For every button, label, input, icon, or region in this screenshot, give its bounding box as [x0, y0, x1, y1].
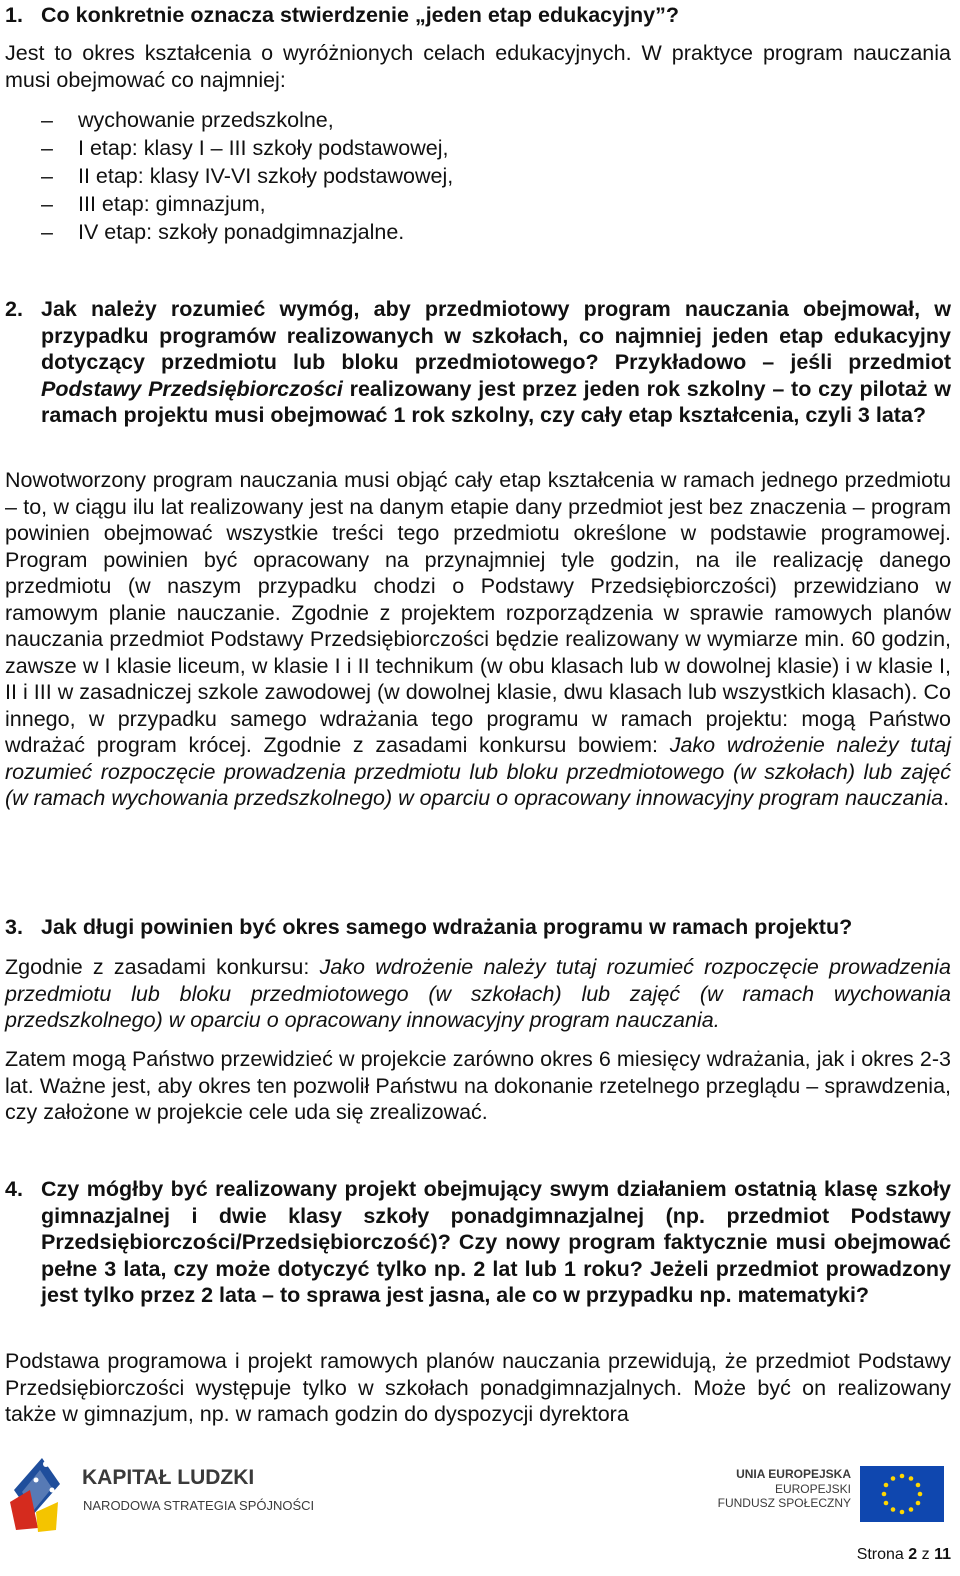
dash-bullet: – [41, 136, 53, 160]
kl-subtitle: NARODOWA STRATEGIA SPÓJNOŚCI [83, 1498, 315, 1513]
question-4 [5, 1176, 951, 1309]
eu-line-3: FUNDUSZ SPOŁECZNY [717, 1496, 851, 1510]
q4-answer: Podstawa programowa i projekt ramowych planów nauczania przewidują, że przedmiot Podstawy Przedsiębiorczości występuje tylko w szkołach ponadgimnazjalnych. Może być on realizowany także w gimnazjum, np. w ramach godzin do dyspozycji dyrektora [5, 1349, 951, 1426]
footer [0, 1440, 960, 1540]
eu-line-2: EUROPEJSKI [774, 1482, 851, 1496]
list-item: – wychowanie przedszkolne, [5, 106, 951, 134]
question-title: Czy mógłby być realizowany projekt obejmujący swym działaniem ostatnią klasę szkoły gimnazjalnej i dwie klasy szkoły ponadgimnazjalnej (np. przedmiot Podstawy Przedsiębiorczości/Przedsiębiorczość)? Czy nowy program faktycznie musi obejmować pełne 3 lata, czy może dotyczyć tylko np. 2 lat lub 1 roku? Jeżeli przedmiot prowadzony jest tylko przez 2 lata – to sprawa jest jasna, ale co w przypadku np. matematyki? [41, 1177, 951, 1307]
question-title: Co konkretnie oznacza stwierdzenie „jeden etap edukacyjny”? [41, 3, 680, 27]
q3-paragraph-1: Zgodnie z zasadami konkursu: Jako wdrożenie należy tutaj rozumieć rozpoczęcie prowadzenia przedmiotu lub bloku przedmiotowego (w szkołach) lub zajęć (w ramach wychowania przedszkolnego) w oparciu o opracowany innowacyjny program nauczania. [5, 955, 951, 1032]
page-number: Strona 2 z 11 [856, 1546, 951, 1563]
q2-answer: Nowotworzony program nauczania musi objąć cały etap kształcenia w ramach jednego przedmiotu – to, w ciągu ilu lat realizowany jest na danym etapie dany przedmiot jest bez znaczenia – program powinien obejmować wszystkie treści tego przedmiotu określone w podstawie programowej. Program powinien być opracowany na przynajmniej tyle godzin, na ile realizację danego przedmiotu (w naszym przypadku chodzi o Podstawy Przedsiębiorczości) przewidziano w ramowym planie nauczanie. Zgodnie z projektem rozporządzenia w sprawie ramowych planów nauczania przedmiot Podstawy Przedsiębiorczości będzie realizowany w wymiarze min. 60 godzin, zawsze w I klasie liceum, w klasie I i II technikum (w obu klasach lub w dowolnej klasie) i w klasie I, II i III w zasadniczej szkole zawodowej (w dowolnej klasie, dwu klasach lub wszystkich klasach). Co innego, w przypadku samego wdrażania tego programu w ramach projektu: mogą Państwo wdrażać program krócej. Zgodnie z zasadami konkursu bowiem: Jako wdrożenie należy tutaj rozumieć rozpoczęcie prowadzenia przedmiotu lub bloku przedmiotowego (w szkołach) lub zajęć (w ramach wychowania przedszkolnego) w oparciu o opracowany innowacyjny program nauczania. [5, 468, 951, 810]
question-number: 2. [5, 297, 23, 321]
dash-bullet: – [41, 164, 53, 188]
kl-title: KAPITAŁ LUDZKI [82, 1466, 255, 1489]
footer-logos [0, 1440, 960, 1540]
question-3 [5, 914, 951, 941]
eu-efs-logo [718, 1466, 944, 1522]
q3-paragraph-2: Zatem mogą Państwo przewidzieć w projekcie zarówno okres 6 miesięcy wdrażania, jak i okres 2-3 lat. Ważne jest, aby okres ten pozwolił Państwu na dokonanie rzetelnego przeglądu – sprawdzenia, czy założone w projekcie cele uda się zrealizować. [5, 1047, 951, 1124]
q1-intro: Jest to okres kształcenia o wyróżnionych celach edukacyjnych. W praktyce program nauczania musi obejmować co najmniej: [5, 41, 951, 92]
kapital-ludzki-logo [10, 1458, 314, 1532]
question-title: Jak długi powinien być okres samego wdrażania programu w ramach projektu? [41, 915, 853, 939]
question-number: 1. [5, 3, 23, 27]
question-1 [5, 2, 951, 29]
question-title: Jak należy rozumieć wymóg, aby przedmiotowy program nauczania obejmował, w przypadku programów realizowanych w szkołach, co najmniej jeden etap edukacyjny dotyczący przedmiotu lub bloku przedmiotowego? Przykładowo – jeśli przedmiot Podstawy Przedsiębiorczości realizowany jest przez jeden rok szkolny – to czy pilotaż w ramach projektu musi obejmować 1 rok szkolny, czy cały etap kształcenia, czyli 3 lata? [41, 297, 951, 427]
question-2 [5, 296, 951, 429]
dash-bullet: – [41, 192, 53, 216]
eu-line-1: UNIA EUROPEJSKA [736, 1467, 851, 1481]
dash-bullet: – [41, 108, 53, 132]
question-number: 3. [5, 915, 23, 939]
list-item: – IV etap: szkoły ponadgimnazjalne. [5, 218, 951, 246]
stage-list [5, 106, 951, 246]
question-number: 4. [5, 1177, 23, 1201]
list-item: – III etap: gimnazjum, [5, 190, 951, 218]
list-item: – II etap: klasy IV-VI szkoły podstawowej, [5, 162, 951, 190]
dash-bullet: – [41, 220, 53, 244]
list-item: – I etap: klasy I – III szkoły podstawowej, [5, 134, 951, 162]
